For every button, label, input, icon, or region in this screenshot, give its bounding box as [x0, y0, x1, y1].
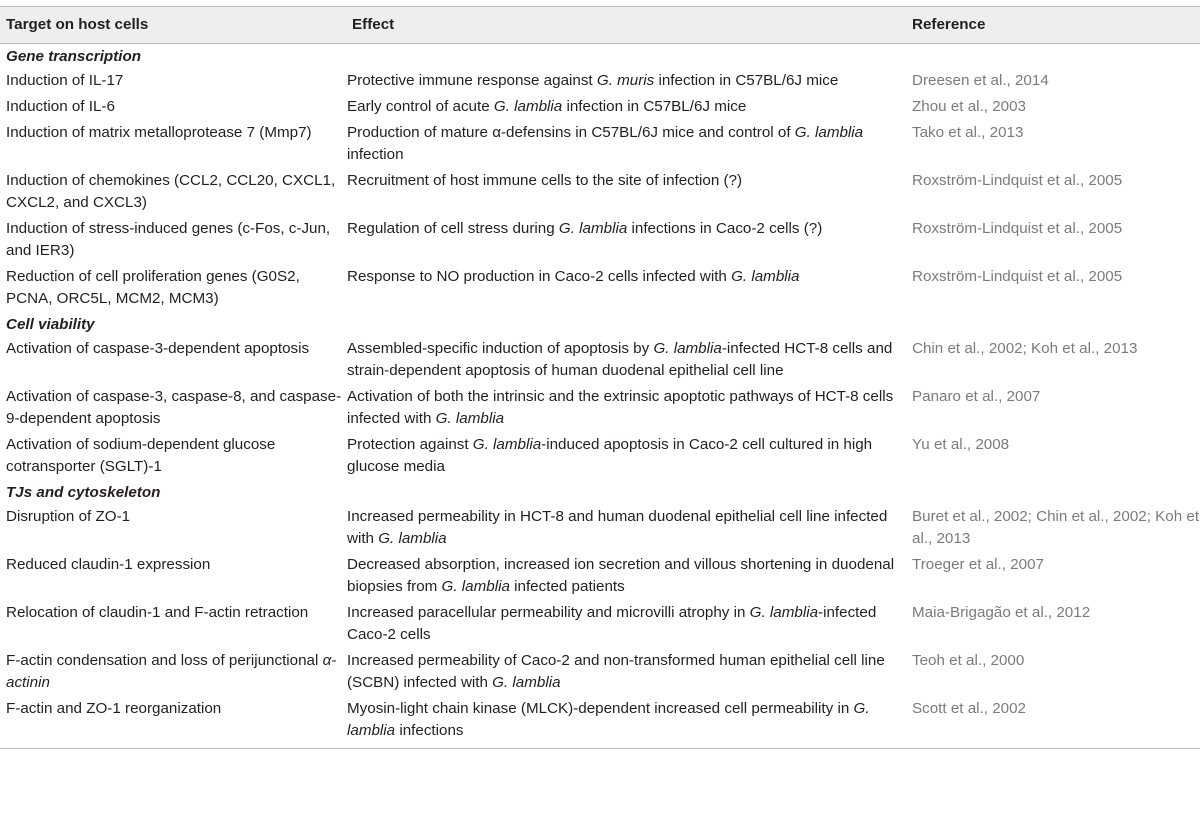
target-cell: Activation of caspase-3-dependent apoptosis [6, 340, 310, 357]
reference-cell: Panaro et al., 2007 [912, 388, 1041, 405]
table-row [0, 68, 1200, 94]
target-cell: Activation of sodium-dependent glucose cotransporter (SGLT)-1 [6, 436, 276, 475]
effect-cell: Increased permeability of Caco-2 and non-transformed human epithelial cell line (SCBN) infected with G. lamblia [347, 652, 885, 691]
effect-cell: Regulation of cell stress during G. lamblia infections in Caco-2 cells (?) [347, 220, 823, 237]
target-cell: Induction of stress-induced genes (c-Fos, c-Jun, and IER3) [6, 220, 331, 259]
table-row [0, 264, 1200, 312]
header-target: Target on host cells [0, 7, 346, 44]
section-row [0, 312, 1200, 336]
host-cell-target-table [0, 6, 1200, 749]
table-row [0, 552, 1200, 600]
target-cell: Relocation of claudin-1 and F-actin retraction [6, 604, 309, 621]
target-cell: F-actin and ZO-1 reorganization [0, 696, 346, 749]
target-cell: Reduced claudin-1 expression [6, 556, 211, 573]
reference-cell: Scott et al., 2002 [912, 696, 1200, 749]
reference-cell: Teoh et al., 2000 [912, 652, 1025, 669]
table-row [0, 432, 1200, 480]
target-cell: Disruption of ZO-1 [6, 508, 131, 525]
section-cell-viability: Cell viability [6, 316, 95, 333]
section-row [0, 480, 1200, 504]
reference-cell: Yu et al., 2008 [912, 436, 1010, 453]
effect-cell: Production of mature α-defensins in C57BL/6J mice and control of G. lamblia infection [347, 124, 864, 163]
reference-cell: Buret et al., 2002; Chin et al., 2002; Koh et al., 2013 [912, 508, 1200, 547]
section-gene-transcription: Gene transcription [6, 48, 142, 65]
target-cell: Induction of IL-6 [6, 98, 115, 115]
target-cell: Induction of matrix metalloprotease 7 (Mmp7) [6, 124, 312, 141]
target-cell: F-actin condensation and loss of perijunctional α-actinin [6, 652, 337, 691]
header-row [0, 7, 1200, 44]
effect-cell: Protection against G. lamblia-induced apoptosis in Caco-2 cell cultured in high glucose media [347, 436, 873, 475]
table-row [0, 336, 1200, 384]
effect-cell: Activation of both the intrinsic and the extrinsic apoptotic pathways of HCT-8 cells infected with G. lamblia [347, 388, 894, 427]
effect-cell: Response to NO production in Caco-2 cells infected with G. lamblia [347, 268, 800, 285]
table-row [0, 94, 1200, 120]
effect-cell: Decreased absorption, increased ion secretion and villous shortening in duodenal biopsies from G. lamblia infected patients [347, 556, 895, 595]
target-cell: Induction of IL-17 [6, 72, 124, 89]
header-effect: Effect [346, 7, 912, 44]
table-row [0, 216, 1200, 264]
reference-cell: Dreesen et al., 2014 [912, 72, 1049, 89]
effect-cell: Assembled-specific induction of apoptosis by G. lamblia-infected HCT-8 cells and strain-dependent apoptosis of human duodenal epithelial cell line [347, 340, 893, 379]
reference-cell: Troeger et al., 2007 [912, 556, 1044, 573]
section-tjs-cytoskeleton: TJs and cytoskeleton [6, 484, 161, 501]
reference-cell: Maia-Brigagão et al., 2012 [912, 604, 1091, 621]
table-row [0, 120, 1200, 168]
header-reference: Reference [912, 7, 1200, 44]
effect-cell: Recruitment of host immune cells to the site of infection (?) [347, 172, 743, 189]
table-row [0, 504, 1200, 552]
effect-cell: Protective immune response against G. muris infection in C57BL/6J mice [347, 72, 839, 89]
reference-cell: Roxström-Lindquist et al., 2005 [912, 220, 1123, 237]
table-row [0, 696, 1200, 749]
target-cell: Activation of caspase-3, caspase-8, and caspase-9-dependent apoptosis [6, 388, 342, 427]
table-row [0, 600, 1200, 648]
reference-cell: Roxström-Lindquist et al., 2005 [912, 172, 1123, 189]
reference-cell: Roxström-Lindquist et al., 2005 [912, 268, 1123, 285]
table-row [0, 168, 1200, 216]
section-row [0, 44, 1200, 69]
effect-cell: Increased permeability in HCT-8 and human duodenal epithelial cell line infected with G. lamblia [347, 508, 888, 547]
reference-cell: Zhou et al., 2003 [912, 98, 1026, 115]
table-row [0, 648, 1200, 696]
reference-cell: Tako et al., 2013 [912, 124, 1024, 141]
effect-cell: Early control of acute G. lamblia infection in C57BL/6J mice [347, 98, 747, 115]
target-cell: Induction of chemokines (CCL2, CCL20, CXCL1, CXCL2, and CXCL3) [6, 172, 336, 211]
reference-cell: Chin et al., 2002; Koh et al., 2013 [912, 340, 1138, 357]
effect-cell: Increased paracellular permeability and microvilli atrophy in G. lamblia-infected Caco-2 cells [347, 604, 877, 643]
table-row [0, 384, 1200, 432]
target-cell: Reduction of cell proliferation genes (G0S2, PCNA, ORC5L, MCM2, MCM3) [6, 268, 300, 307]
effect-cell: Myosin-light chain kinase (MLCK)-dependent increased cell permeability in G. lamblia infections [346, 696, 912, 749]
